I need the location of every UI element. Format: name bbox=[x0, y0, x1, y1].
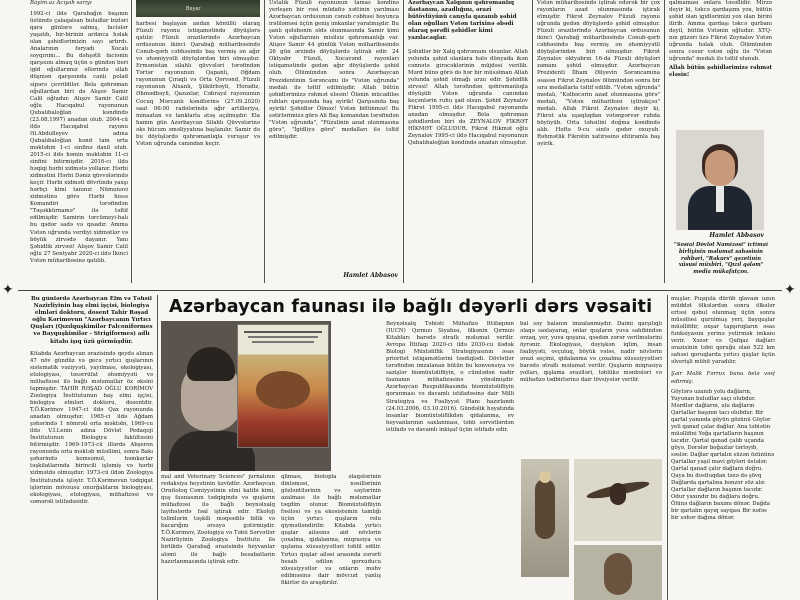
article-body: Beynəlxalq Təbiəti Mühafizə İttifaqının (IUCN) Qırmızı Siyahısı, ölkənin Qırmızı Kitabları barədə ətraflı məlumat verilir. Avropa İttifaqı 2020-ci ildə 2030-cu ilədək Biologi Müxtəliflik Strategiyasının əsas prioritet istiqamətlərini təsdiqlədi. Dövlətlər tərəfindən imzalanan bütün bu konvensiya və sazişlər biomüxtəlifliyin, o cümlədən nadir faunanın mühafizəsinə yönəlmişdir. Azərbaycan Respublikasında biomüxtəlifliyin qorunması və davamlı istifadəsinə dair Milli Strategiya və Fəaliyyət Planı hazırlandı (24.03.2006, 03.10.2016). Gündəlik həyatında insanlar biomüxtəliflikdən qidalanma, ev heyvanlarının saxlanması, təbii sərvətlərdən istifadə və davamlı inkişaf üçün istifadə edir. bbox=[386, 321, 514, 433]
column-divider bbox=[532, 0, 533, 283]
article-column-5 bbox=[537, 0, 660, 283]
column-divider bbox=[264, 0, 265, 283]
article-column-4 bbox=[386, 321, 514, 600]
article-body: qalmaması onlara təsəllidir. Mirzə deyir ki, təkcə qardaşımı yox, bütün şəhid olan igidlərimizi yox olan birini itirib. Amma qardaşı təkcə qurbanı deyil, bütün Vətənin oğludur. XTQ-nın güzəri üzə Fikrət Zeynalov Vətən uğrunda həlak olub. Ölümündən sonra cəsur vətən oğlu ilə "Vətən uğrunda" medalı ilə təltif olunub. bbox=[669, 0, 772, 63]
article-body: bal səy balanın imzalanmışdır. Daimi qarşılıqlı əlaqə saxlayaraq, onlar quşların yuva sahibindən ərzaq, yer, yuva qoşuna, qəsdən zərər verilmələrini öyrənir. Ekologiyası, dəyişkən iqlim, insan fəaliyyəti, ovçuluq, böyük vələs, nadir növlərin ərazi seçimi, qidalanma və çoxalma xüsusiyyətləri barədə ətraflı məlumat verilir. Quşların miqrasiya yolları, qışlama əraziləri, təhlükə mənbələri və mühafizə tədbirlərinə dair tövsiyələr verilir. bbox=[520, 321, 662, 384]
soldier-photo bbox=[136, 0, 260, 17]
article-column-2 bbox=[161, 474, 275, 600]
author-signature: Hamlet Abbasov bbox=[709, 232, 764, 239]
column-divider bbox=[157, 295, 158, 600]
star-ornament-icon: ✦ bbox=[2, 282, 14, 298]
section-divider bbox=[18, 290, 782, 291]
article-column-1 bbox=[30, 0, 128, 283]
article-lead: Bu günlərdə Azərbaycan Elm və Təhsil Nazirliyinin baş elmi işçisi, biologiya elmləri doktoru, dosent Tahir Rəşad oğlu Kərimovun "Azərbaycanın Yırtıcı Quşları (Qızılquşkimilər Falconiformes və Bayquşkimilər - Strigiformes) adlı kitabı işıq üzü görmüşdür. bbox=[30, 296, 153, 345]
article-headline: Azərbaycan faunası ilə bağlı dəyərli dərs vəsaiti bbox=[169, 297, 653, 317]
eagle-photo bbox=[521, 459, 569, 577]
author-credentials: "Sosial Dövlət Namizəsi" ictimai birliyinin məlumat sahəsinin rəhbəri, "Rəkurs" qəzetinin xüsusi müxbiri, "Qızıl qələm" media mükafatçısı. bbox=[674, 242, 768, 276]
article-column-3 bbox=[281, 474, 381, 600]
article-column-2 bbox=[136, 21, 260, 283]
poem-text: Göylərə uzanıb yolu dağların, Yuyunan buludlar saçı olubdur. Mərdlər dağların, ulu dağların Qartallar başının tacı olubdur. Bir qartal yanında göyün gözünü Göylər yeli qanad çalar dağlar. Ana təbiətin müəllifini Yoğa qartalların başının tacıdır. Qartal qanad çalıb uçanda göyə, Dərələr boğazlar tərləyib, səslər. Dağlar qartalın süzən özününə Qartallar yaşıl mavi göyləri üstələr. Qartal qanad çalır dağlara doğru. Qaya bu dostluqdan təzə də şövq Dağlarda qartalına bənzər söz alır. Qartallar dağların başının tacıdır. Odur yaxındır bu dağlara doğru. Ölünə dağların baxımı dönər. Dağda bir qartalın qayıq sayqası Bir nəfəs bir səhər dağına dönər. bbox=[671, 388, 775, 522]
article-column-6 bbox=[671, 296, 775, 600]
article-body: 1992-ci ildə Qarabağın başının üstündə çalaqalsan buludlar bizləri qara günlərə salmış, faciələr yaşatdı, bir-birinin ardınca həlak olan şəhidlərimizin sayı artırdı. Analarının fəryadı Xocalı soyqırımı... Bu dəhşətli faciənin qarşısını almaq üçün o gündən beri igid oğullarımız əllərində silah düşmən qarşısında canlı polad sipərə çevrildilər. Bela qəhrəman oğullardan biri də Alışov Samir Calil oğludur. Alışov Samir Calil oğlu Hacıqabul rayonunun Qubalıbaloğlan kəndində (23.08.1997) anadan olub. 2004-cü ildə Hacıqabul rayonu Əl.Abdulleyev adına Qubalıbaloğlan kənd tam orta məktəbin 1-ci sinfinə daxil olub. 2015-ci ildə həmin məktəbin 11-ci sinfini bitirmişdir. 2016-cı ildə həqiqi hərbi xidmətə yollanır. Hərbi xidmətini Hərbi Dəniz qüvvələrində keçir. Hərbi xidməti dövründə yaxşı hərbçi kimi tanınır. Nümunəvi xidmətinə görə Hərbi hissə Komandiri tərəfindən "Təşəkkürnamə" ilə təltif edilmişdir. Samirin tərcümeyi-halı bu qədər sadə və qısadır. Amma Vətən uğrunda verdiyi xidmətlər və böyük zirvədə dayanır. Yanı Şəhidlik zirvəsi! Alışov Samir Calil oğlu 27 Sentyabr 2020-ci ildə İkinci Vətən müharibəsinə qatılıb. bbox=[30, 11, 128, 264]
article-body: Kitabda Azərbaycan ərazisində qeydə alınan 47 növ gündüz və gecə yırtıcı quşlarının sistematik vəziyyəti, yayılması, ekologiyası, etologiyası, təsərrüfat əhəmiyyəti və mühafizəsi ilə bağlı məlumatlar öz əksini tapmışdır. TAHİR RƏŞAD OĞLU KƏRİMOV Zoologiya İnstitutunun baş elmi işçisi, biologiya elmləri doktoru, dosentdir. T.Ö.Kərimov 1947-ci ildə Qax rayonunda anadan olmuşdur. 1965-ci ildə Ağdam şəhərində 1 nömrəli orta məktəbi, 1969-cu ildə V.İ.Lenin adına Dövlət Pedaqoji İnstitutunun Biologiya fakültəsini bitirmişdir. 1969-1973-cü illərdə Abşeron rayonunda orta məktəb müəllimi, sonra Bakı şəhərində komsomol, həmkarlar təşkilatlarında birincili işləmiş və hərbi xidmətdə olmuşdur. 1973-cü ildən Zoologiya İnstitutunda işləyir. T.Ö.Kərimovun tədqiqat işlərinin mövzusu onurğalıların biologiyası, ekologiyası, etologiyası, mühafizəsi və səmərəli istifadəsidir. bbox=[30, 350, 153, 505]
article-column-3 bbox=[269, 0, 399, 268]
article-body: Vətən müharibəsində iştirak edərək bir çox rayonların azad olunmasında iştirak etmişdir. Fikrət Zeynalov Füzuli rayonu uğrunda gedən döyüşlərdə şəhid olmuşdur. Füzuli ərazilərində Azərbaycan ordusunun ikinci Qarabağ müharibəsində Cənub-qərb cəbhəsində baş vermiş ən əhəmiyyətli döyüşlərindən biri olmuşdur. Fikrət Zeynalov oktyabrın 16-da Füzuli döyüşləri zamanı şəhid olmuşdur. Azərbaycan Prezidenti İlham Əliyevin Sərəncamına əsasən Fikrət Zeynalov ölümündən sonra bir sıra medallarla təltif edilib. "Vətən uğrunda" medalı, "Kəlbəcərin azad olunmasına görə" medalı, "Vətən müharibəsi iştirakçısı" medalı. Allah Fikrət Zeynalov deyir ki, Fikrət ata uşaqlıqdan vətənpərvər ruhda böyüyüb. Orta təhsilini doğma kəndində alıb. Həftə 9-cu sinfə qədər oxuyub. Rəhmətlik Fikrətin xatirəsinə ehtiramla baş əyirik. bbox=[537, 0, 660, 147]
bird-perched-photo bbox=[574, 545, 662, 600]
poem-intro: Şair Malik Fərrux bunu belə vəsf edirmiş: bbox=[671, 371, 775, 385]
photo-caption: Bəyar bbox=[186, 6, 201, 12]
article-column-5 bbox=[520, 321, 662, 457]
article-body: muşlar. Puşqula dürüb qlavaın uzun müddət ölkələrdən sonra ölkələr ertəsi qəbul olunmaq üçün sonra müsəlləsi qurulmuş yeri, bayquşlar müəllifdir, oxşar tapşırıqların əsas funksiyasını yerinə yetirmək imkanı verir. Xəzər və Qafqaz dağları ərazisinin təbii qoruğu olan 522 km sahəsi qoruqlarda yırtıcı quşlar üçün əlverişli mühit yaradılır. bbox=[671, 296, 775, 366]
article-lead: Azərbaycan Xalqının qəhrəmanlıq dastanını, azadlığını, ərazi bütövlüyünü canıyla qazanıb şəhid olan oğulları Vətən tarixinə əbədi olaraq şərəfli şəhidlər kimi yazılacaqlar. bbox=[408, 0, 517, 42]
article-body: harbesi başlayan andan könüllü olaraq Füzuli rayonu istiqamətində döyüşlərə qatılır. Füzuli ərazilərində Azərbaycan ordusunun ikinci Qarabağ müharibəsində Cənub-qərb cəbhəsində baş vermiş ən ağır və əhəmiyyətli döyüşlərdən biri olmuşdur. Ermənistan silahlı qüvvələri tərəfindən Tərtər rayonunun Qapanlı, Əğdam rayonunun Çıraqlı və Orta Qərvənd, Füzuli rayonunun Alxanlı, Şükürbəyli, Horadiz, Əhmədbəyli, Qazaxlar, Cəbrayıl rayonunun Cocuq Mərcanlı kəndlərinə (27.09.2020) saat 06:00 radələrində ağır artilleriya, minaatan və tanklarla atəş açılmışdır. Ela hamın gün Azərbaycan Silahlı Qüvvələrinə əks hücum əməliyyatına başlanılır. Samir də bu döyüşlərdə qəhrəmanlıqla vuruşur və Vətən uğrunda canından keçir. bbox=[136, 21, 260, 147]
column-divider bbox=[403, 0, 404, 283]
article-column-6 bbox=[669, 0, 772, 128]
book-cover-image bbox=[237, 324, 329, 448]
author-photo bbox=[676, 130, 764, 230]
article-body: Ustalık Füzuli rayonunun tamas kəndinə yerleşen bir rəsi müdafiə xəttinin yarılması Azərbaycan ordusunun cənub cəbhəsi boyunca irəliləməsi üçün geniş imkanlar yaratmışdır. Bu şanlı qələbənin əldə olunmasında Samir kimi Vətən oğullarının misilsiz qəhrəmanlığı var. Alışov Samir 44 günlük Vətən müharibəsində 26 gün ərzində döyüşlərdə iştirak edir. 24 Oktyabr Füzuli, Xocavənd rayonları istiqamətində gedən ağır döyüşlərdə şəhid olub. Ölümündən sonra Azərbaycan Prezidentinin Sərəncamı ilə "Vətən uğrunda" medalı ilə təltif edilmişdir. Allah bütün şəhidlərimizə rəhmət eləsin! Ölənin mücadiləs ruhları qarşısında baş əyirik! Qarşısında baş əyirik! Şəhidlər Ölməz! Vətən bölünməz! Bu sətirlərimizə görə Ali Baş komandan tərəfindən "Vətən uğrunda", "Füzulinin azad olunmasına görə", "İgidliyə görə" medalları ilə təltif edilmişdir. bbox=[269, 0, 399, 140]
article-body: mal and Veterinary Sciences" jurnalının redaksiya heyətinin üzvüdür. Azərbaycan Ornitoloq Cəmiyyətinin elmi katibi kimi, quş faunasının tədqiqində və quşların mühafizəsi ilə bağlı beynəlxalq layihələrdə fəal iştirak edir. Ekoloji təlimlərin təşkili məqsədilə bilik və bacarığını ərsəyə gətirmişdir. T.Ö.Kərimov, Zoologiya və Təbii Sərvətlər Nazirliyinin Zoologiya İnstitutu ilə birlikdə Qarabağ ərazisində heyvanlar aləmi ilə bağlı hesabatların hazırlanmasında iştirak edir. bbox=[161, 474, 275, 565]
article-column-4 bbox=[408, 0, 528, 283]
star-ornament-icon: ✦ bbox=[784, 282, 796, 298]
bird-flight-photo bbox=[574, 459, 662, 541]
article-body: qliması, biotopla əlaqələrinin dinləməsi, nəsillərinin gözləntilərinin və səylərinin azalması ilə bağlı məlumatlar təqdim olunur. Biomüxtəlifliyin fəsiləsi və ya ekosistemin tamlığı üçün yırtıcı quşların rolu qiymətləndirilir. Kitabda yırtıcı quşlar ailəsinə aid növlərin çoxalma, qidalanma, miqrasiya və qışlama xüsusiyyətləri təhlil edilir. Yırtıcı quşlar ailəsi arasında zərərli hesab edilən qorxuducu xüsusiyyətlər və onların məhv edilməsinə dair mövcud yanlış fikirlər də araşdırılır. bbox=[281, 474, 381, 586]
column-divider bbox=[131, 0, 132, 283]
author-signature: Hamlet Abbasov bbox=[343, 272, 398, 279]
article-column-1 bbox=[30, 296, 153, 600]
column-divider bbox=[664, 0, 665, 283]
article-closing: Allah bütün şəhidlərimizə rəhmət eləsin! bbox=[669, 65, 772, 79]
article-body: Şəhidlər bir Xalq qəhrəmanı olsunlar. Allah yolunda şəhid olanlara hələ dünyada ikən cənnətə girəcəklərinin müjdəsi verilib. Mərd bünə görə də hər bir müsəlman Allah yolunda şəhid olmağı arzu edir. Şəhidlik zirvəsi! Allah tərəfindən qəhrəmanlıqla döyüşüb Vətən uğrunda canından keçənlərin ruhu şad olsun. Şəhid Zeynalov Fikrət 1995-ci ildə Hacıqabul rayonunda anadan olmuşdur. Bela qəhrəman şəhidlərdən biri də ZEYNALOV FİKRƏT HİKMƏT OĞLUDUR. Fikrət Hikmət oğlu Zeynalov 1995-ci ildə Hacıqabul rayonunun Qubalıbaloğlan kəndində anadan olmuşdur. bbox=[408, 48, 528, 147]
column-divider bbox=[667, 295, 668, 600]
article-kicker: Bayim.az Acıyah sarıyı bbox=[30, 0, 92, 6]
